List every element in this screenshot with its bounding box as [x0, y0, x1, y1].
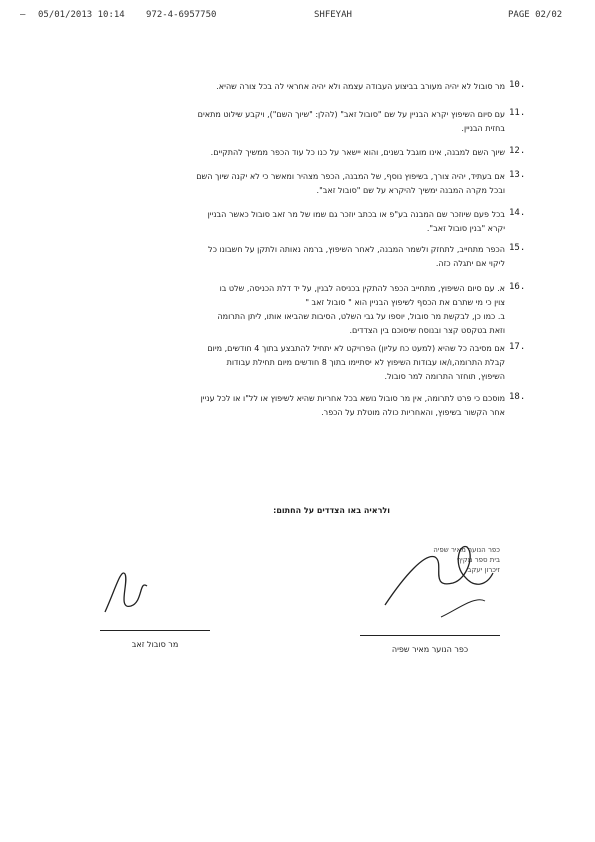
- clause-10: [55, 80, 526, 94]
- clause-number: 10.: [509, 80, 526, 90]
- clause-15: [55, 243, 526, 271]
- clause-number: 11.: [509, 108, 526, 118]
- clause-13: [55, 170, 526, 198]
- signature-label-right: כפר הנוער מאיר שפיה: [391, 645, 469, 654]
- clause-number: 18.: [509, 392, 526, 402]
- clause-text: הכפר מתחייב, לתחזק ולשמר המבנה, לאחר השיפוץ, ברמה נאותה ולתקן על חשבונו כל ליקוי אם יתגלה כזה.: [208, 245, 505, 268]
- clause-text: אם בעתיד, יהיה צורך, בשיפוץ נוסף, של המבנה, הכפר מצהיר ומאשר כי לא יקנה שיוך השם ובכל מקרה המבנה ימשיך להיקרא על שם "סובול זאב".: [196, 172, 505, 195]
- signature-block-left: [95, 560, 215, 655]
- signature-label-left: מר סובול זאב: [131, 640, 179, 649]
- clause-text: שיוך השם למבנה, אינו מוגבל בשנים, והוא יישאר על כנו כל עוד הכפר ממשיך להתקיים.: [210, 148, 505, 157]
- clause-number: 13.: [509, 170, 526, 180]
- clause-text: בכל פעם שיוזכר שם המבנה בע"פ או בכתב יוזכר גם שמו של מר זאב סובול כאשר הבניין יקרא "בנין סובול זאב".: [207, 210, 505, 233]
- clause-11: [55, 108, 526, 136]
- clause-text: א. עם סיום השיפוץ, מתחייב הכפר להתקין בכניסה לבנין, על יד דלת הכניסה, שלט בו צוין כי מי שתרם את הכסף לשיפוץ הבניין הוא " סובול זאב " ב. כמו כן, לבקשת מר סובול, יוספו על גבי השלט, הסיבות שהביאו אותו, ליתן התרומה וזאת בטקסט קצר ובנוסח שיסוכם בין הצדדים.: [217, 284, 505, 335]
- clause-text: עם סיום השיפוץ יקרא הבניין על שם "סובול זאב" (להלן: "שיוך השם"), ויקבע שילוט מתאים בחזית הבניין.: [197, 110, 505, 133]
- fax-page-indicator: PAGE 02/02: [508, 10, 563, 20]
- clause-text: מר סובול לא יהיה מעורב בביצוע העבודה עצמה ולא יהיה אחראי לה בכל צורה שהיא.: [216, 82, 505, 91]
- handwritten-signature-right: [355, 535, 505, 635]
- signature-line-left: [100, 630, 210, 631]
- signature-line-right: [360, 635, 500, 636]
- clause-number: 16.: [509, 282, 526, 292]
- clause-text: מוסכם כי פרט לתרומה, אין מר סובול נושא בכל אחריות שהיא לשיפוץ או לל"ו או לכל עניין אחר הקשור בשיפוץ, והאחריות כולה מוטלת על הכפר.: [200, 394, 505, 417]
- fax-header-mark: —: [20, 10, 26, 20]
- clause-text: אם מסיבה כל שהיא (למעט כח עליון) הפרויקט לא יתחיל להתבצע בתוך 4 חודשים, מיום קבלת התרומה,ו/או עבודות השיפוץ לא יסתיימו בתוך 8 חודשים מיום תחילת עבודות השיפוץ, תוחזר התרומה למר סובול.: [207, 344, 505, 381]
- clause-18: [55, 392, 526, 420]
- closing-statement: ולראיה באו הצדדים על החתום:: [273, 506, 390, 515]
- fax-sender-id: SHFEYAH: [314, 10, 352, 20]
- clause-12: [55, 146, 526, 160]
- clause-number: 12.: [509, 146, 526, 156]
- school-stamp: כפר הנוער מאיר שפיה בית ספר מקיף זיכרון יעקב: [433, 546, 500, 574]
- clause-number: 17.: [509, 342, 526, 352]
- clause-14: [55, 208, 526, 236]
- clause-number: 15.: [509, 243, 526, 253]
- fax-header: [0, 6, 595, 24]
- handwritten-signature-left: [95, 560, 215, 630]
- clause-16: [55, 282, 526, 338]
- clause-number: 14.: [509, 208, 526, 218]
- clause-17: [55, 342, 526, 384]
- fax-date-time: 05/01/2013 10:14: [38, 10, 125, 20]
- fax-phone-number: 972-4-6957750: [146, 10, 217, 20]
- signature-block-right: [355, 535, 505, 660]
